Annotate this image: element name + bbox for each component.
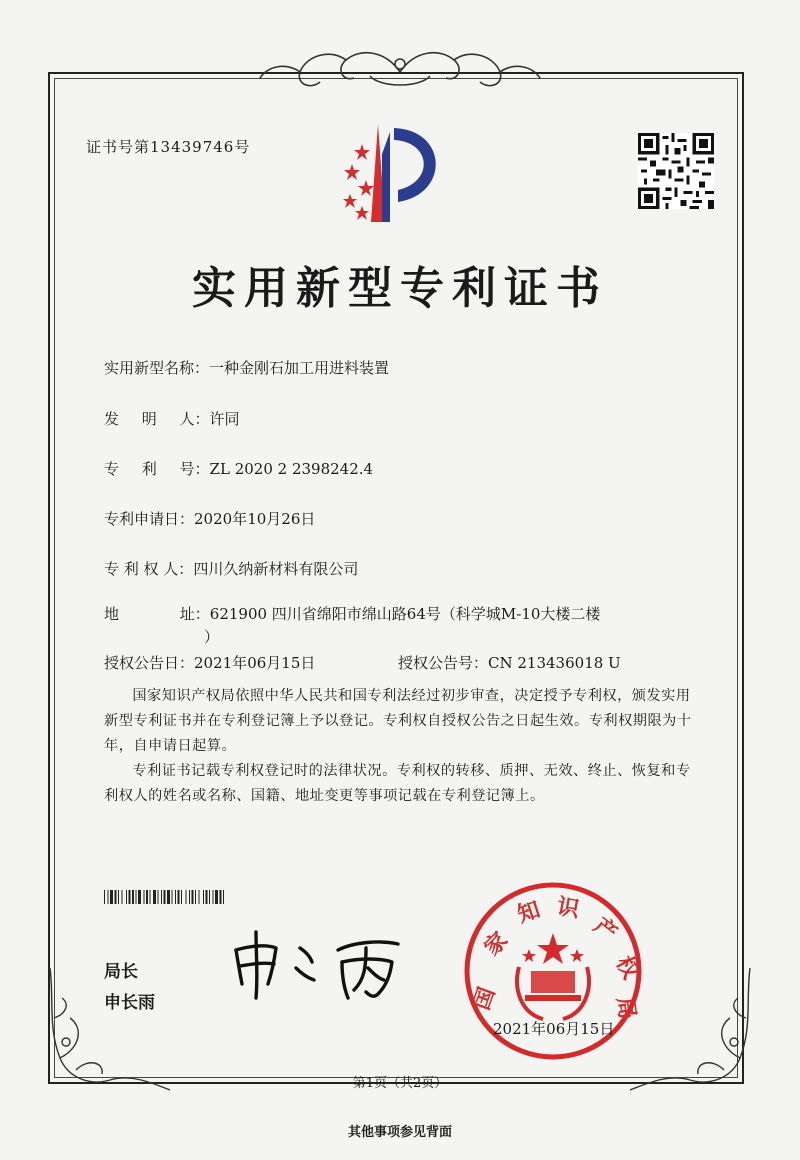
- statement-paragraph-1: 国家知识产权局依照中华人民共和国专利法经过初步审查，决定授予专利权，颁发实用新型专利证书并在专利登记簿上予以登记。专利权自授权公告之日起生效。专利权期限为十年，自申请日起算。: [104, 688, 692, 754]
- certificate-number: 证书号第13439746号: [86, 138, 251, 156]
- cnipa-logo: [338, 124, 458, 224]
- director-title: 局长: [104, 962, 138, 982]
- director-name: 申长雨: [104, 993, 155, 1013]
- utility-model-name-label: 实用新型名称：: [104, 359, 210, 377]
- svg-text:局: 局: [611, 995, 640, 1021]
- filing-date-value: 2020年10月26日: [194, 510, 316, 528]
- utility-model-name-value: 一种金刚石加工用进料装置: [209, 359, 390, 377]
- patent-number-value: ZL 2020 2 2398242.4: [209, 460, 374, 478]
- seal-date: 2021年06月15日: [493, 1020, 615, 1038]
- svg-text:权: 权: [610, 952, 643, 984]
- address-continuation: [204, 626, 219, 647]
- inventor-row: [104, 408, 240, 429]
- director-signature: [230, 928, 405, 1000]
- address-value-line2: ）: [204, 628, 220, 646]
- inventor-label: 发 明 人：: [104, 410, 210, 428]
- footer-note: 其他事项参见背面: [347, 1125, 452, 1140]
- patentee-row: [104, 558, 358, 579]
- page-number: 第1页（共2页）: [352, 1076, 448, 1091]
- grant-date-row: [104, 652, 315, 673]
- svg-text:国: 国: [469, 984, 501, 1014]
- statement-paragraph-2: 专利证书记载专利权登记时的法律状况。专利权的转移、质押、无效、终止、恢复和专利权人的姓名或名称、国籍、地址变更等事项记载在专利登记簿上。: [104, 763, 691, 804]
- certificate-title: 实用新型专利证书: [192, 263, 608, 314]
- svg-text:识: 识: [555, 894, 582, 923]
- barcode: [104, 890, 320, 904]
- patentee-value: 四川久纳新材料有限公司: [193, 560, 359, 578]
- qr-code: [638, 133, 714, 209]
- utility-model-name-row: [104, 357, 389, 378]
- address-row: [104, 603, 600, 624]
- address-label: 地 址：: [104, 605, 210, 623]
- patent-number-label: 专 利 号：: [104, 460, 210, 478]
- svg-text:产: 产: [588, 913, 622, 947]
- grant-number-row: [398, 652, 621, 673]
- grant-date-label: 授权公告日：: [104, 654, 195, 672]
- address-value-line1: 621900 四川省绵阳市绵山路64号（科学城M-10大楼二楼: [209, 605, 601, 623]
- svg-text:知: 知: [514, 897, 544, 929]
- top-ornament: [250, 42, 550, 98]
- patentee-label: 专 利 权 人：: [104, 560, 194, 578]
- patent-number-row: [104, 458, 373, 479]
- filing-date-row: [104, 508, 315, 529]
- grant-number-value: CN 213436018 U: [488, 654, 621, 672]
- svg-text:家: 家: [479, 927, 514, 962]
- grant-number-label: 授权公告号：: [398, 654, 489, 672]
- grant-date-value: 2021年06月15日: [194, 654, 316, 672]
- filing-date-label: 专利申请日：: [104, 510, 195, 528]
- inventor-value: 许同: [209, 410, 240, 428]
